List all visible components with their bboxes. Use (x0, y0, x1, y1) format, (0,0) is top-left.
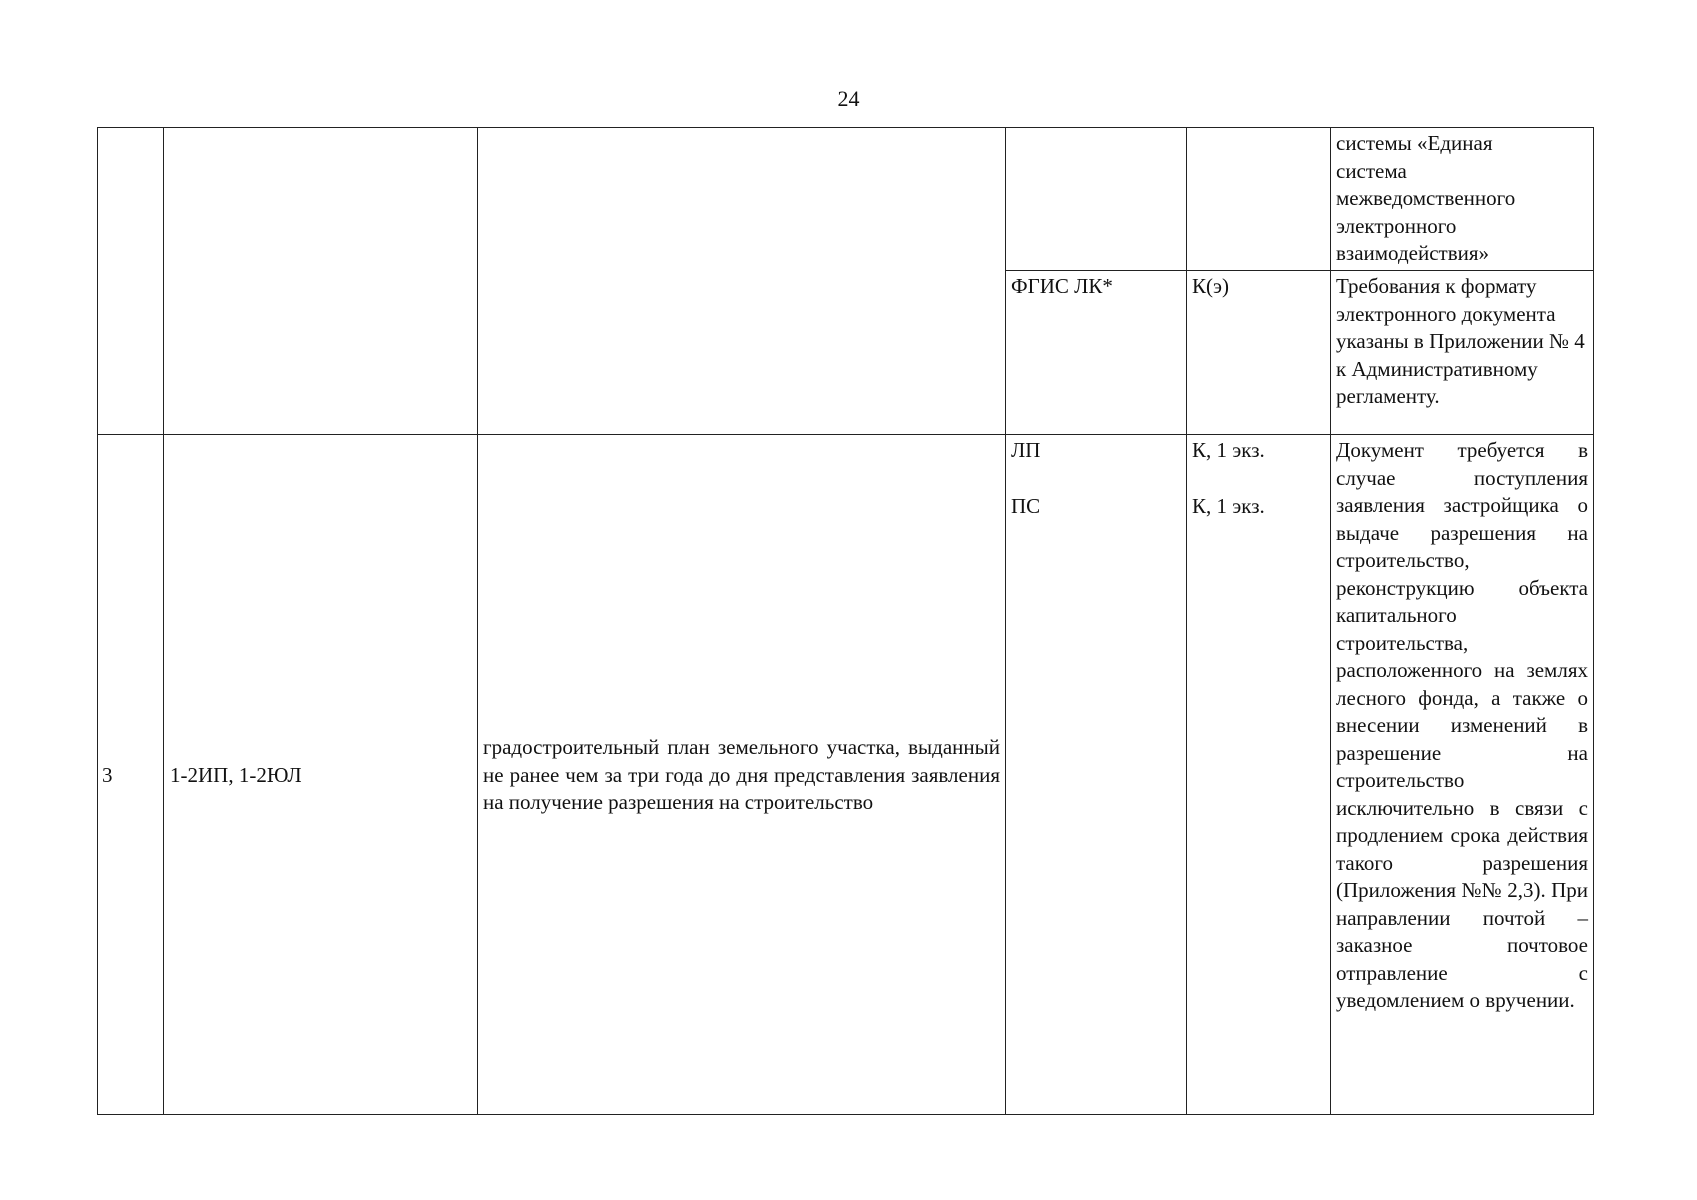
cell-channel-empty (1006, 128, 1187, 271)
documents-table (97, 127, 1594, 1115)
cell-channels (1006, 435, 1187, 1115)
cell-forms (1187, 435, 1331, 1115)
page-number: 24 (837, 86, 860, 111)
channel-item: ПС (1011, 493, 1041, 518)
cell-document-empty (478, 128, 1006, 435)
cell-requirement (1331, 128, 1594, 271)
form-spacer (1192, 465, 1325, 493)
table-row (98, 128, 1594, 271)
cell-form: К(э) (1187, 271, 1331, 435)
requirement-line: системы «Единая (1336, 131, 1493, 155)
requirement-line: взаимодействия» (1336, 241, 1490, 265)
table-row (98, 435, 1594, 1115)
form-item: К, 1 экз. (1192, 493, 1265, 518)
cell-applicant-codes: 1-2ИП, 1-2ЮЛ (164, 435, 478, 1115)
channel-item: ЛП (1011, 438, 1041, 462)
cell-requirement: Требования к формату электронного документа указаны в Приложении № 4 к Административному регламенту. (1331, 271, 1594, 435)
form-item: К, 1 экз. (1192, 438, 1265, 462)
cell-form-empty (1187, 128, 1331, 271)
cell-requirement: Документ требуется в случае поступления заявления застройщика о выдаче разрешения на строительство, реконструкцию объекта капитального строительства, расположенного на землях лесного фонда, а также о внесении изменений в разрешение на строительство исключительно в связи с продлением срока действия такого разрешения (Приложения №№ 2,3). При направлении почтой – заказное почтовое отправление с уведомлением о вручении. (1331, 435, 1594, 1115)
cell-channel: ФГИС ЛК* (1006, 271, 1187, 435)
cell-number-empty (98, 128, 164, 435)
cell-number: 3 (98, 435, 164, 1115)
cell-applicant-empty (164, 128, 478, 435)
requirement-line: система (1336, 158, 1407, 183)
requirement-line: межведомственного (1336, 186, 1516, 210)
channel-spacer (1011, 465, 1181, 493)
cell-document-name: градостроительный план земельного участка, выданный не ранее чем за три года до дня представления заявления на получение разрешения на строительство (478, 435, 1006, 1115)
requirement-line: электронного (1336, 213, 1457, 238)
